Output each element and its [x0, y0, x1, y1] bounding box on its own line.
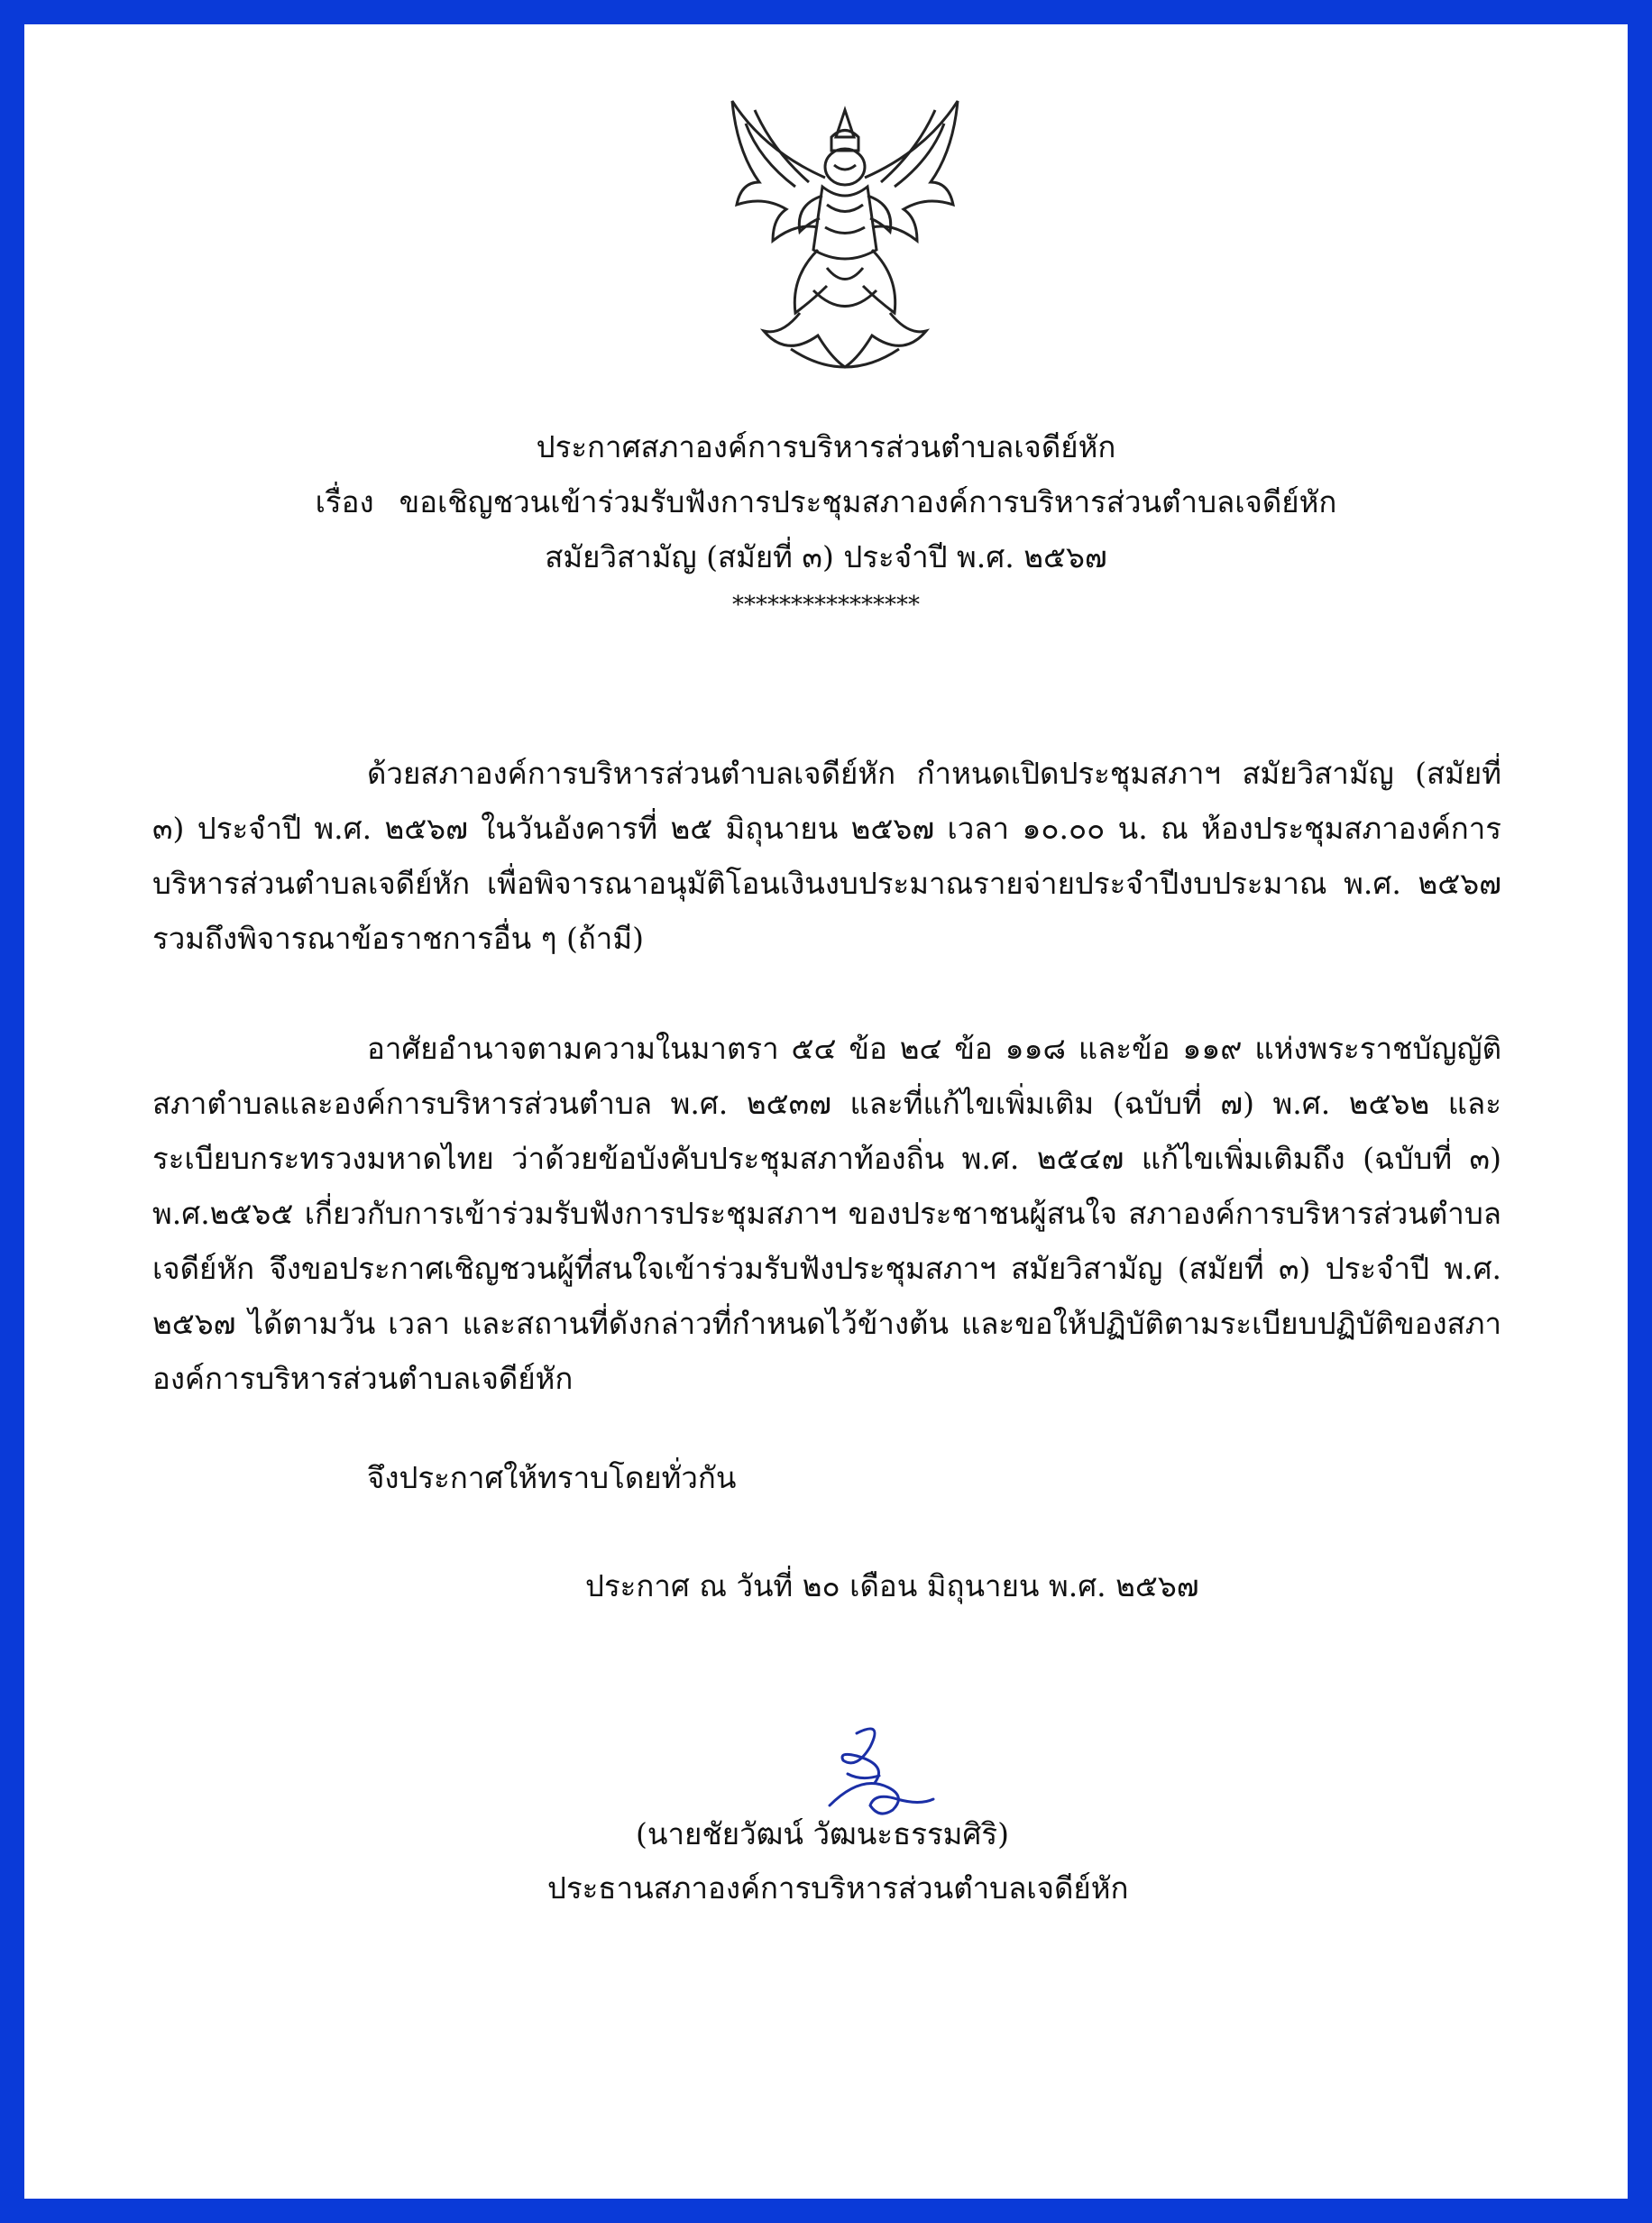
- body-paragraph-1: ด้วยสภาองค์การบริหารส่วนตำบลเจดีย์หัก กำหนดเปิดประชุมสภาฯ สมัยวิสามัญ (สมัยที่ ๓) ประจำปี พ.ศ. ๒๕๖๗ ในวันอังคารที่ ๒๕ มิถุนายน ๒๕๖๗ เวลา ๑๐.๐๐ น. ณ ห้องประชุมสภาองค์การบริหารส่วนตำบลเจดีย์หัก เพื่อพิจารณาอนุมัติโอนเงินงบประมาณรายจ่ายประจำปีงบประมาณ พ.ศ. ๒๕๖๗ รวมถึงพิจารณาข้อราชการอื่น ๆ (ถ้ามี): [152, 756, 1501, 956]
- body-paragraph-2: อาศัยอำนาจตามความในมาตรา ๕๔ ข้อ ๒๔ ข้อ ๑๑๘ และข้อ ๑๑๙ แห่งพระราชบัญญัติสภาตำบลและองค์การบริหารส่วนตำบล พ.ศ. ๒๕๓๗ และที่แก้ไขเพิ่มเติม (ฉบับที่ ๗) พ.ศ. ๒๕๖๒ และระเบียบกระทรวงมหาดไทย ว่าด้วยข้อบังคับประชุมสภาท้องถิ่น พ.ศ. ๒๕๔๗ แก้ไขเพิ่มเติมถึง (ฉบับที่ ๓) พ.ศ.๒๕๖๕ เกี่ยวกับการเข้าร่วมรับฟังการประชุมสภาฯ ของประชาชนผู้สนใจ สภาองค์การบริหารส่วนตำบลเจดีย์หัก จึงขอประกาศเชิญชวนผู้ที่สนใจเข้าร่วมรับฟังประชุมสภาฯ สมัยวิสามัญ (สมัยที่ ๓) ประจำปี พ.ศ. ๒๕๖๗ ได้ตามวัน เวลา และสถานที่ดังกล่าวที่กำหนดไว้ข้างต้น และขอให้ปฏิบัติตามระเบียบปฏิบัติของสภาองค์การบริหารส่วนตำบลเจดีย์หัก: [152, 1031, 1502, 1396]
- notice-session: สมัยวิสามัญ (สมัยที่ ๓) ประจำปี พ.ศ. ๒๕๖๗: [545, 539, 1107, 574]
- closing-statement: จึงประกาศให้ทราบโดยทั่วกัน: [367, 1460, 737, 1495]
- document-page: [24, 24, 1628, 2199]
- subject-label: เรื่อง: [315, 484, 374, 519]
- notice-title: ประกาศสภาองค์การบริหารส่วนตำบลเจดีย์หัก: [536, 429, 1116, 464]
- signatory-position: ประธานสภาองค์การบริหารส่วนตำบลเจดีย์หัก: [547, 1870, 1129, 1906]
- header-divider: ****************: [732, 592, 920, 619]
- signatory-name: (นายชัยวัฒน์ วัฒนะธรรมศิริ): [636, 1816, 1009, 1851]
- handwritten-signature: [807, 1720, 942, 1828]
- subject-text: ขอเชิญชวนเข้าร่วมรับฟังการประชุมสภาองค์การบริหารส่วนตำบลเจดีย์หัก: [399, 484, 1337, 519]
- garuda-emblem-icon: [710, 96, 980, 394]
- announce-date: ประกาศ ณ วันที่ ๒๐ เดือน มิถุนายน พ.ศ. ๒๕๖๗: [585, 1568, 1199, 1603]
- notice-subject: [24, 482, 1628, 522]
